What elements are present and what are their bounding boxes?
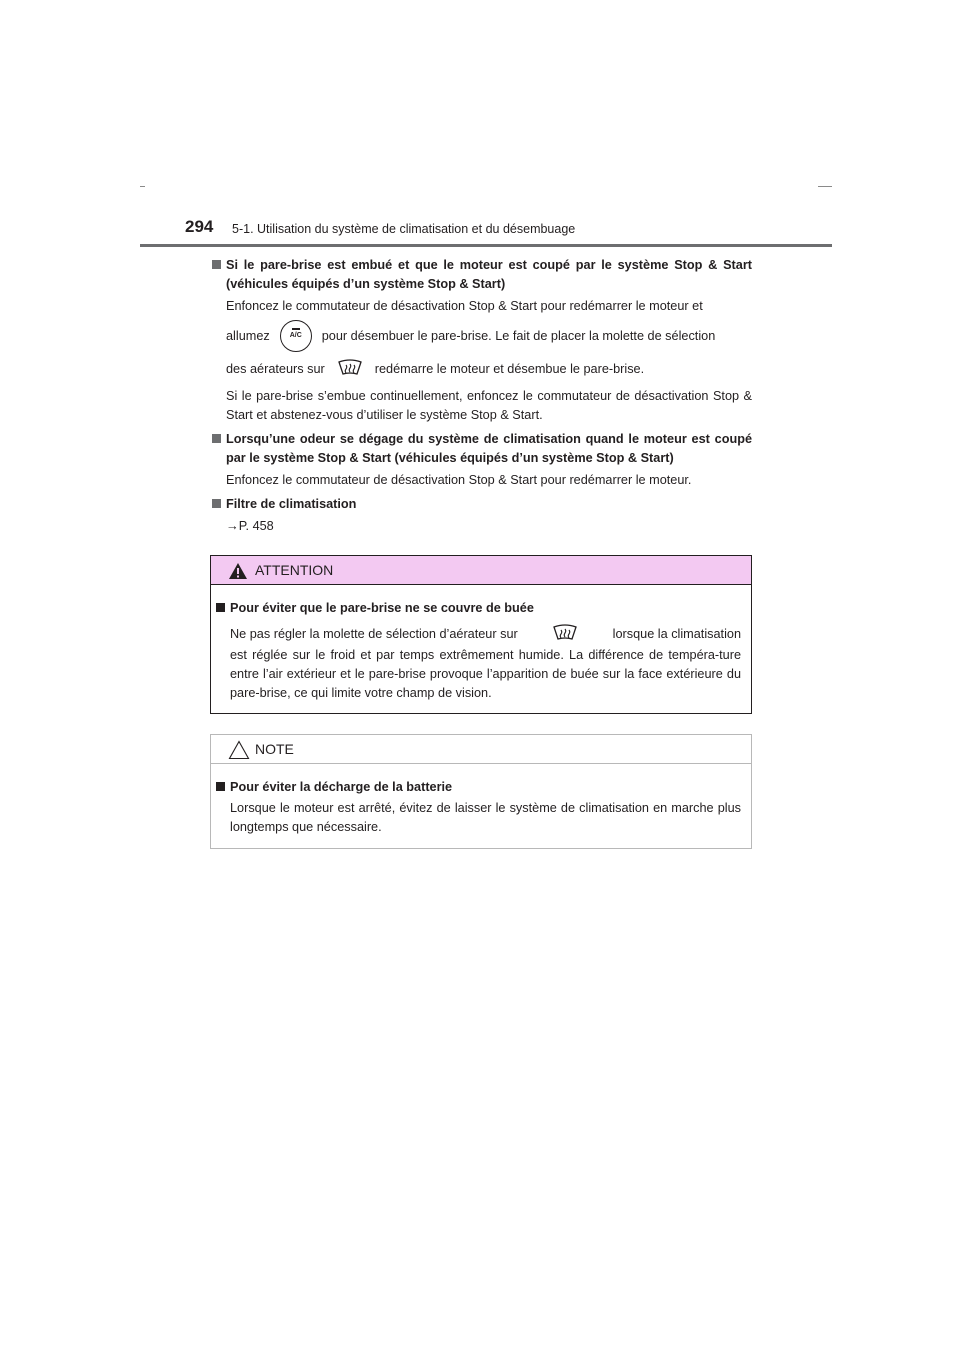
bullet-square-icon bbox=[216, 603, 225, 612]
note-box bbox=[210, 734, 752, 849]
windshield-defroster-icon bbox=[337, 359, 363, 380]
bullet-square-icon bbox=[212, 434, 221, 443]
note-header: NOTE bbox=[211, 735, 751, 764]
section-heading-odor: Lorsqu’une odeur se dégage du système de climatisation quand le moteur est coupé par le système Stop & Start (véhicules équipés d’un système Stop & Start) bbox=[212, 430, 752, 468]
paragraph-ac-line: allumez A/C pour désembuer le pare-brise. Le fait de placer la molette de sélection bbox=[212, 318, 752, 354]
crop-mark-left bbox=[140, 186, 145, 187]
attention-box bbox=[210, 555, 752, 714]
warning-icon bbox=[228, 561, 248, 589]
windshield-defroster-icon bbox=[552, 624, 578, 645]
note-heading: Pour éviter la décharge de la batterie bbox=[216, 778, 741, 797]
crop-mark-right bbox=[818, 186, 832, 187]
section-title: 5-1. Utilisation du système de climatisation et du désembuage bbox=[232, 222, 576, 236]
attention-heading: Pour éviter que le pare-brise ne se couvre de buée bbox=[216, 599, 741, 618]
bullet-square-icon bbox=[212, 260, 221, 269]
bullet-square-icon bbox=[212, 499, 221, 508]
header-rule bbox=[140, 244, 832, 247]
caution-outline-icon bbox=[228, 740, 250, 769]
attention-text: est réglée sur le froid et par temps extrêmement humide. La différence de tempéra-ture entre l’air extérieur et le pare-brise provoque l’apparition de buée sur la face extérieure du pare-brise, ce qui limite votre champ de vision. bbox=[230, 648, 741, 700]
page-reference-link[interactable]: →P. 458 bbox=[226, 519, 274, 533]
note-body bbox=[211, 764, 751, 837]
paragraph-defrost-line: des aérateurs sur redémarre le moteur et désembue le pare-brise. bbox=[212, 357, 752, 381]
attention-header: ATTENTION bbox=[211, 556, 751, 585]
section-heading-fogged-windshield: Si le pare-brise est embué et que le moteur est coupé par le système Stop & Start (véhicules équipés d’un système Stop & Start) bbox=[212, 256, 752, 294]
paragraph: Enfoncez le commutateur de désactivation Stop & Start pour redémarrer le moteur et bbox=[226, 299, 703, 313]
paragraph: Si le pare-brise s’embue continuellement, enfoncez le commutateur de désactivation Stop & Start et abstenez-vous d’utiliser le système Stop & Start. bbox=[226, 389, 752, 422]
attention-body bbox=[211, 585, 751, 703]
page-number: 294 bbox=[185, 217, 214, 236]
attention-defrost-line: Ne pas régler la molette de sélection d’aérateur sur lorsque la climatisation bbox=[216, 623, 741, 645]
main-content bbox=[212, 256, 752, 536]
section-heading-filter: Filtre de climatisation bbox=[212, 495, 752, 514]
ac-button-icon: A/C bbox=[280, 320, 312, 352]
bullet-square-icon bbox=[216, 782, 225, 791]
note-text: Lorsque le moteur est arrêté, évitez de laisser le système de climatisation en marche plus longtemps que nécessaire. bbox=[230, 801, 741, 834]
paragraph: Enfoncez le commutateur de désactivation Stop & Start pour redémarrer le moteur. bbox=[226, 473, 692, 487]
